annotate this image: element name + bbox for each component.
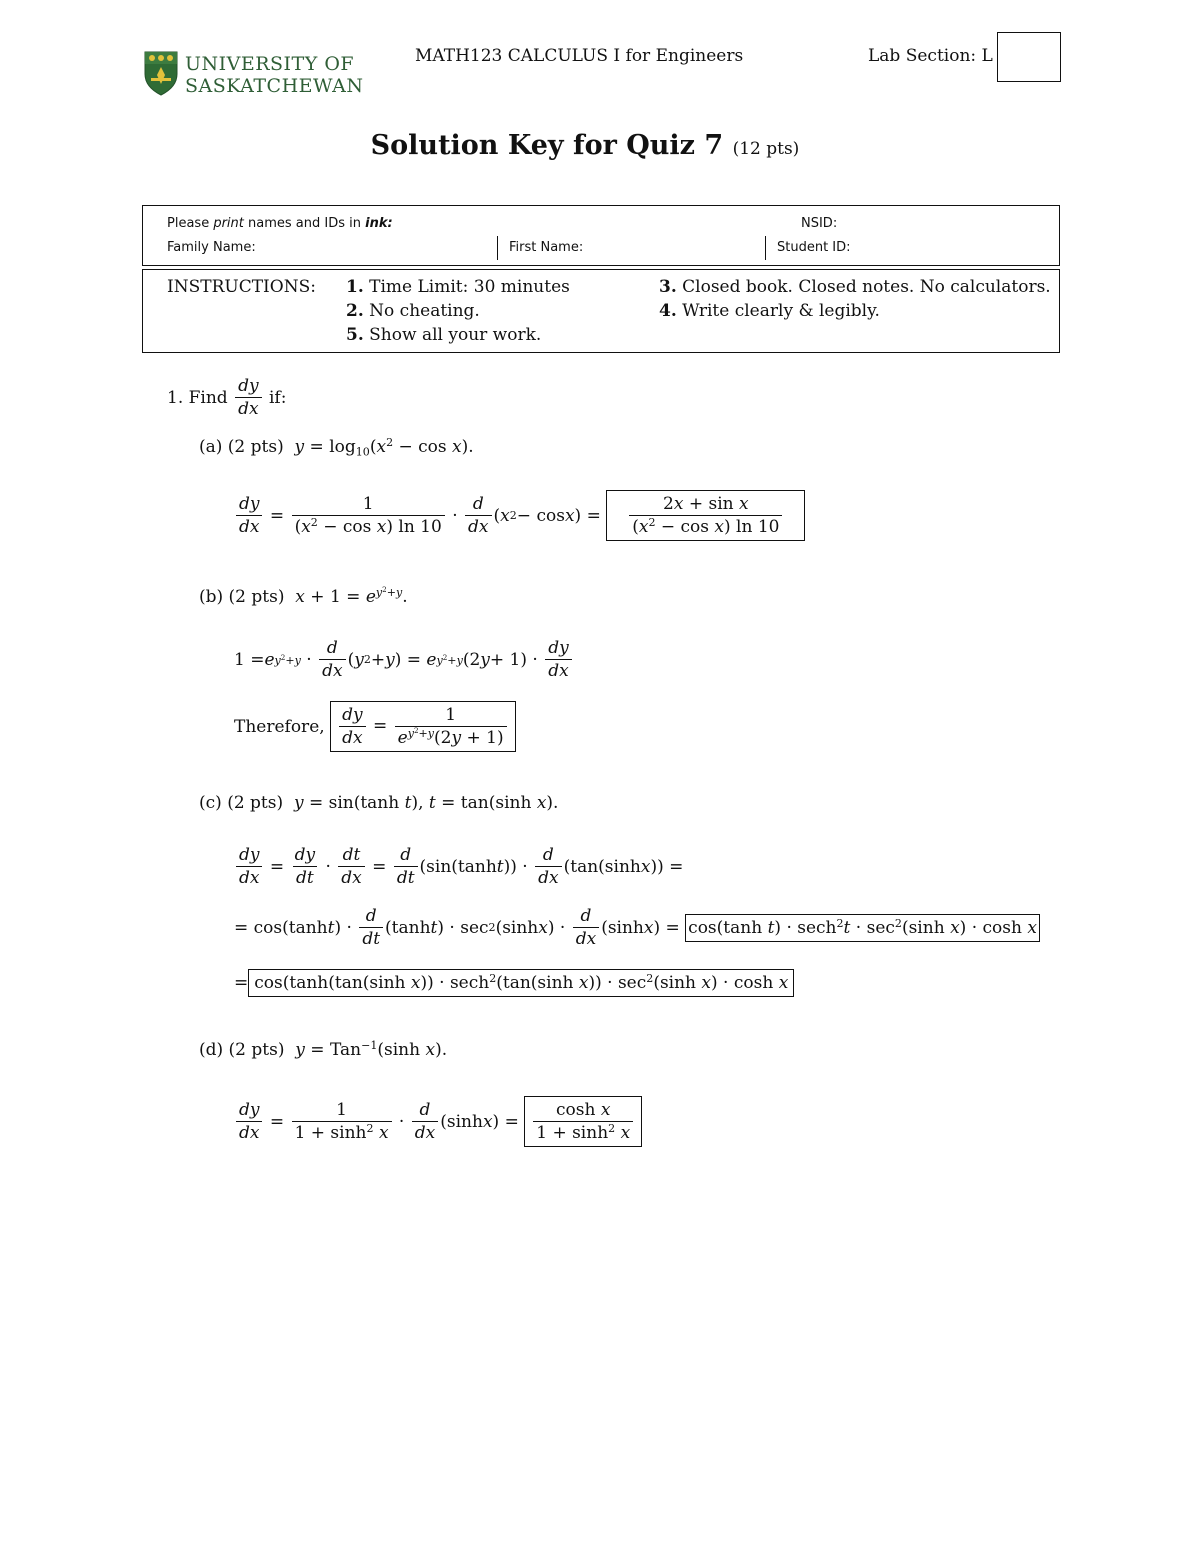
answer-box-a: $\frac{\text{2x + sin x}}{(x^2 - \cos x) \ln 10}$ xyxy=(606,490,805,541)
instruction-item: 1. Time Limit: 30 minutes xyxy=(346,277,570,297)
title-main: Solution Key for Quiz 7 xyxy=(370,130,724,161)
course-title: MATH123 CALCULUS I for Engineers xyxy=(415,46,744,66)
family-name-label: Family Name: xyxy=(167,240,256,255)
instruction-item: 3. Closed book. Closed notes. No calculators. xyxy=(659,277,1051,297)
please-text: Please xyxy=(167,216,214,231)
student-info-box xyxy=(142,205,1060,266)
instruction-item: 2. No cheating. xyxy=(346,301,480,321)
part-c-statement: (c) (2 pts) y = sin(tanh t), t = tan(sinh x). xyxy=(199,793,559,813)
print-instruction xyxy=(167,216,393,231)
part-b-statement: (b) (2 pts) $x + 1 = e^{y^2+y}$. xyxy=(199,585,408,607)
crest-icon xyxy=(143,50,179,96)
dy-dx-fraction: $\frac{dy}{dx}$ xyxy=(235,376,262,419)
answer-box-c1: cos(tanh $t) \cdot \sec h^2t \cdot \sec^2(\sinh$ x) · cosh x xyxy=(685,914,1040,942)
logo-line2: SASKATCHEWAN xyxy=(185,75,364,97)
lab-section-label: Lab Section: L xyxy=(868,46,993,66)
part-a-solution: $\frac{dy}{dx}$ = $\frac{1}{(x^2 - \cos x) \ln 10}$ · $\frac{d}{dx}$ ( x 2 − cos x ) = $\frac{\text{2x + sin x}}{(x^2 - \cos x) \ln 10}$ xyxy=(234,490,805,541)
part-c-line2: = cos(tanh t ) · $\frac{d}{dt}$ (tanh t ) · sec 2 (sinh x ) · $\frac{d}{dx}$ (sinh x ) = cos(tanh $t) \cdot \sec h^2t \cdot \sec^2(\sinh$ x) · cosh x xyxy=(234,906,1040,949)
names-text: names and IDs in xyxy=(243,216,366,231)
lab-section-box[interactable] xyxy=(997,32,1061,82)
part-d-statement: (d) (2 pts) y = Tan$^{-1}$(sinh x). xyxy=(199,1038,448,1060)
answer-box-c2: cos(tanh(tan(sinh x)) · sech$^2$(tan(sinh $x)) \cdot \sec^2(\sinh$ x) · cosh x xyxy=(248,969,794,997)
divider xyxy=(497,236,498,260)
instructions-label: INSTRUCTIONS: xyxy=(167,277,316,297)
first-name-label: First Name: xyxy=(509,240,584,255)
part-c-line1: $\frac{dy}{dx}$ = $\frac{dy}{dt}$ · $\frac{dt}{dx}$ = $\frac{d}{dt}$ (sin(tanh t )) · $\frac{d}{dx}$ (tan(sinh x )) = xyxy=(234,845,683,888)
part-a-statement: (a) (2 pts) $y = \log_{10}(x^2 - \cos x)$. xyxy=(199,435,474,459)
instruction-item: 4. Write clearly & legibly. xyxy=(659,301,880,321)
instructions-box xyxy=(142,269,1060,353)
question-1-stem: 1. Find $\frac{dy}{dx}$ if: xyxy=(167,376,287,419)
title-pts: (12 pts) xyxy=(732,139,800,159)
student-id-label: Student ID: xyxy=(777,240,851,255)
instruction-item: 5. Show all your work. xyxy=(346,325,542,345)
logo-line1: UNIVERSITY OF xyxy=(185,53,355,75)
print-text: print xyxy=(213,216,244,231)
answer-box-d: $\frac{\text{cosh x}}{1 + \sinh^2 x}$ xyxy=(524,1096,642,1147)
part-c-line3: = cos(tanh(tan(sinh x)) · sech$^2$(tan(sinh $x)) \cdot \sec^2(\sinh$ x) · cosh x xyxy=(234,969,794,997)
part-b-solution: 1 = e $y^2+y$ · $\frac{d}{dx}$ ( y 2 + y ) = e $y^2+y$ (2 y + 1) · $\frac{dy}{dx}$ xyxy=(234,638,574,681)
ink-text: ink: xyxy=(365,216,393,231)
university-logo xyxy=(143,50,364,98)
divider xyxy=(765,236,766,260)
nsid-label: NSID: xyxy=(801,216,838,231)
part-d-solution: $\frac{dy}{dx}$ = $\frac{1}{1 + \sinh^2 x}$ · $\frac{d}{dx}$ (sinh x ) = $\frac{\text{cosh x}}{1 + \sinh^2 x}$ xyxy=(234,1096,642,1147)
part-b-answer: Therefore, $\frac{dy}{dx}$ = $\frac{1}{e^{y^2+y}(2y + 1)}$ xyxy=(234,701,516,752)
page-title xyxy=(0,130,1170,161)
answer-box-b: $\frac{dy}{dx}$ = $\frac{1}{e^{y^2+y}(2y + 1)}$ xyxy=(330,701,516,752)
